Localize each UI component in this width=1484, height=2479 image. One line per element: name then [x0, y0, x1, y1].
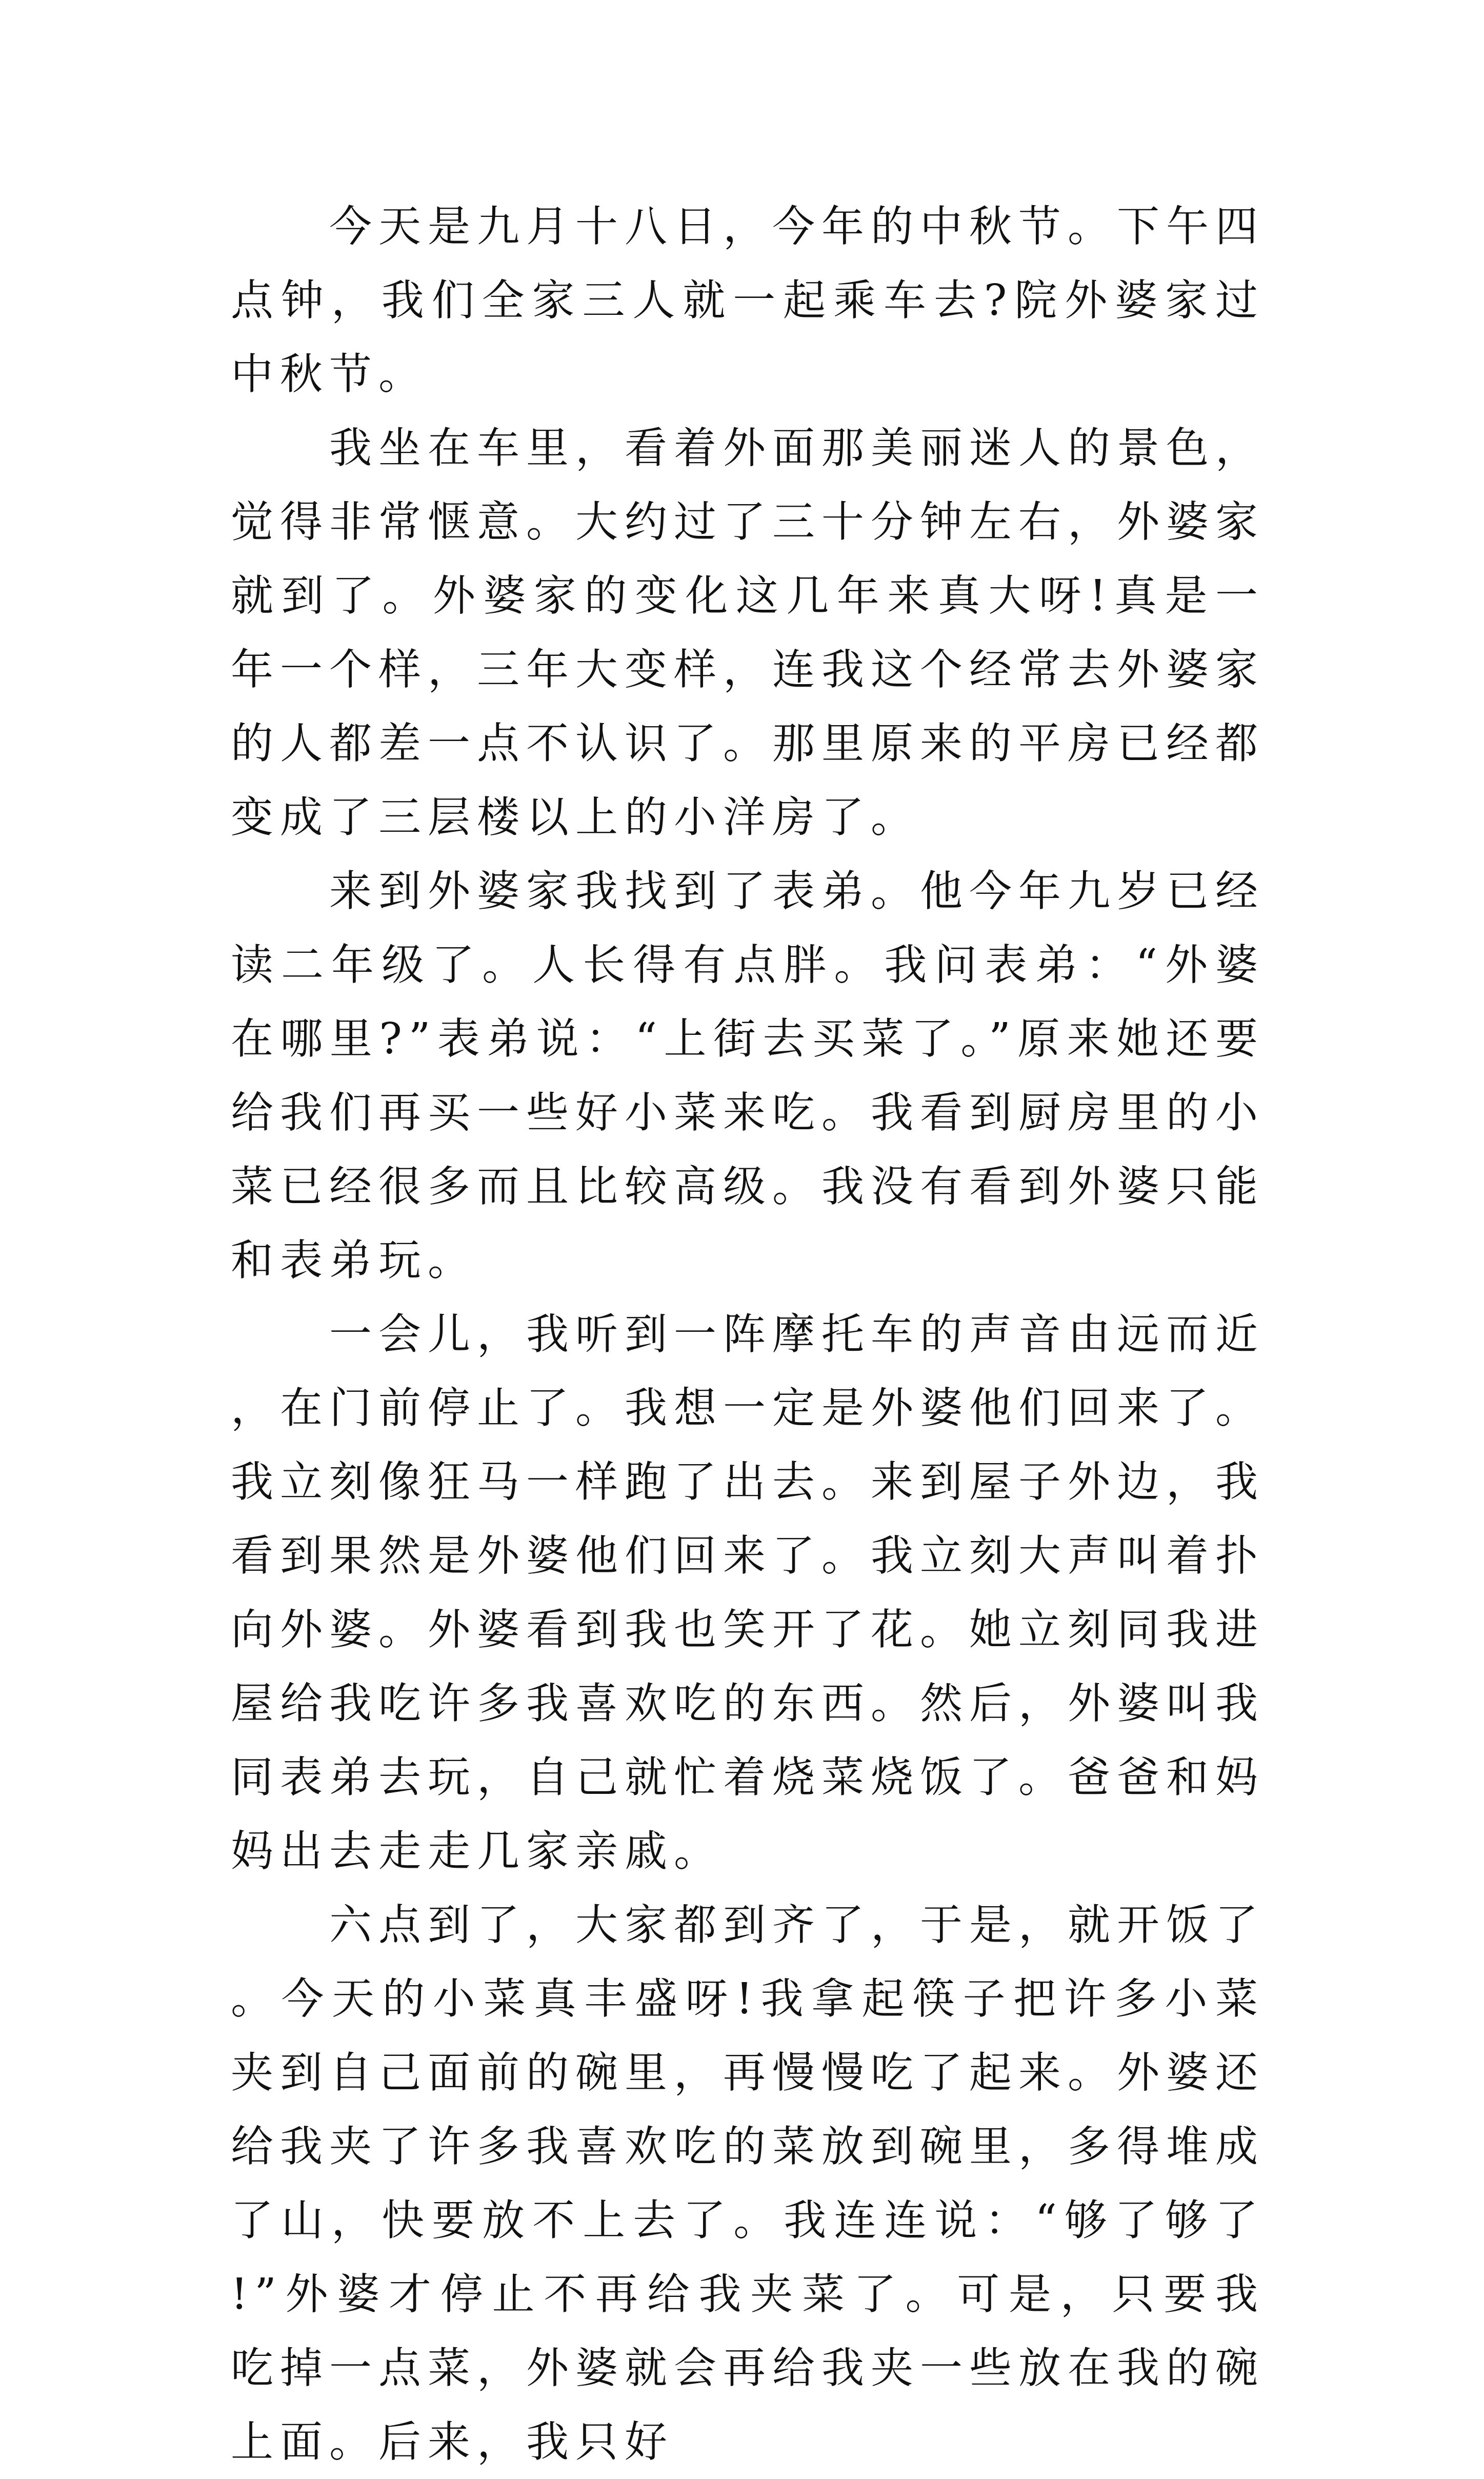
- paragraph-2: 我坐在车里，看着外面那美丽迷人的景色，觉得非常惬意。大约过了三十分钟左右，外婆家就到了。外婆家的变化这几年来真大呀!真是一年一个样，三年大变样，连我这个经常去外婆家的人都差一点不认识了。那里原来的平房已经都变成了三层楼以上的小洋房了。: [231, 423, 1265, 842]
- paragraph-1: 今天是九月十八日，今年的中秋节。下午四点钟，我们全家三人就一起乘车去?院外婆家过中秋节。: [231, 202, 1265, 399]
- paragraph-3: 来到外婆家我找到了表弟。他今年九岁已经读二年级了。人长得有点胖。我问表弟：“外婆在哪里?”表弟说：“上街去买菜了。”原来她还要给我们再买一些好小菜来吃。我看到厨房里的小菜已经很多而且比较高级。我没有看到外婆只能和表弟玩。: [231, 866, 1265, 1285]
- paragraph-5: 六点到了，大家都到齐了，于是，就开饭了。今天的小菜真丰盛呀!我拿起筷子把许多小菜夹到自己面前的碗里，再慢慢吃了起来。外婆还给我夹了许多我喜欢吃的菜放到碗里，多得堆成了山，快要放不上去了。我连连说：“够了够了!”外婆才停止不再给我夹菜了。可是，只要我吃掉一点菜，外婆就会再给我夹一些放在我的碗上面。后来，我只好: [231, 1900, 1265, 2467]
- paragraph-4: 一会儿，我听到一阵摩托车的声音由远而近，在门前停止了。我想一定是外婆他们回来了。我立刻像狂马一样跑了出去。来到屋子外边，我看到果然是外婆他们回来了。我立刻大声叫着扑向外婆。外婆看到我也笑开了花。她立刻同我进屋给我吃许多我喜欢吃的东西。然后，外婆叫我同表弟去玩，自己就忙着烧菜烧饭了。爸爸和妈妈出去走走几家亲戚。: [231, 1309, 1265, 1876]
- essay-body: [231, 190, 1265, 2479]
